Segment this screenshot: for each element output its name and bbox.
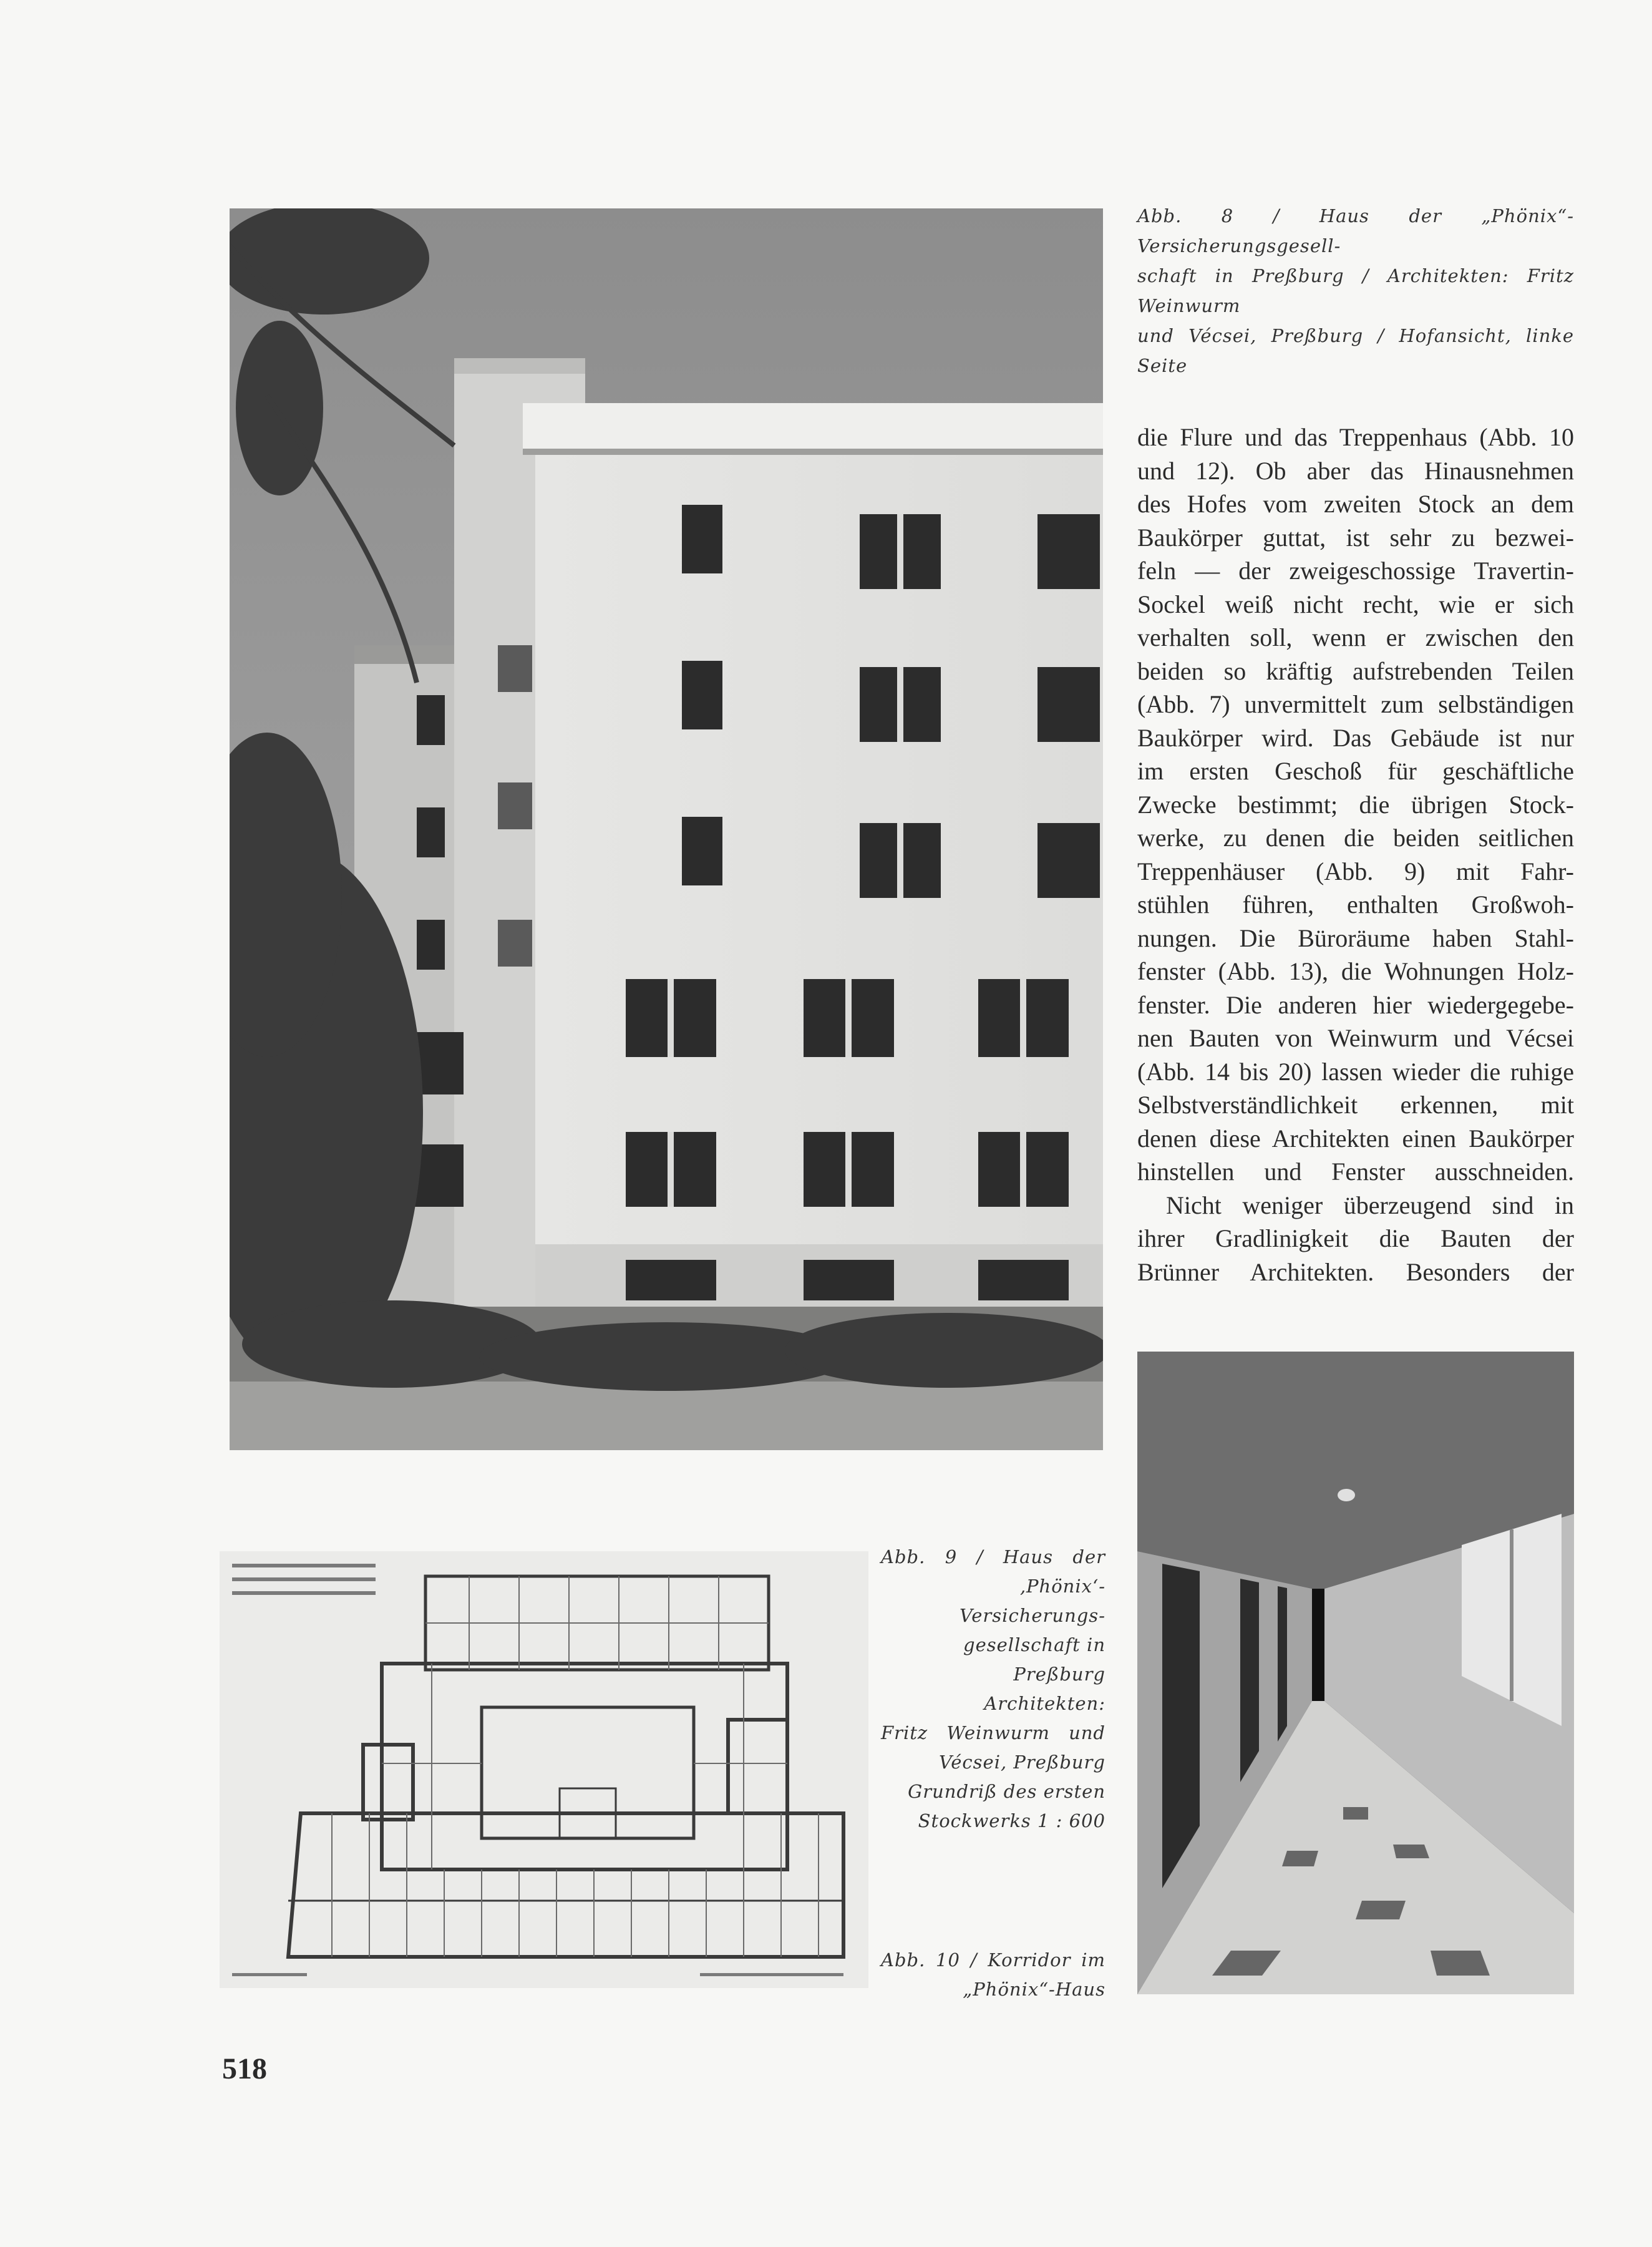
caption-line: Abb. 9 / Haus der (881, 1546, 1105, 1567)
caption-line: ‚Phönix‘-Versicherungs- (959, 1576, 1105, 1626)
photo-corridor (1137, 1352, 1574, 1994)
text-line: feln — der zweigeschossige Travertin- (1137, 557, 1574, 585)
caption-line: Vécsei, Preßburg (938, 1752, 1105, 1773)
text-line: des Hofes vom zweiten Stock an dem (1137, 490, 1574, 518)
caption-line: Architekten: (984, 1693, 1105, 1714)
caption-abb-8 (1137, 201, 1574, 381)
caption-abb-10 (881, 1946, 1105, 2004)
floor-plan-drawing (220, 1551, 868, 1988)
text-line: Baukörper guttat, ist sehr zu bezwei- (1137, 523, 1574, 552)
text-line: die Flure und das Treppenhaus (Abb. 10 (1137, 423, 1574, 451)
floor-plan-illustration (220, 1551, 868, 1988)
text-line: fenster. Die anderen hier wiedergegebe- (1137, 990, 1574, 1019)
text-line: stühlen führen, enthalten Großwoh- (1137, 890, 1574, 919)
caption-line: Stockwerks 1 : 600 (918, 1810, 1105, 1831)
text-line: im ersten Geschoß für geschäftliche (1137, 757, 1574, 785)
photo-building-facade (230, 208, 1103, 1450)
text-line: Sockel weiß nicht recht, wie er sich (1137, 590, 1574, 618)
caption-line: Fritz Weinwurm und (881, 1722, 1105, 1743)
text-line: Baukörper wird. Das Gebäude ist nur (1137, 723, 1574, 752)
text-line: denen diese Architekten einen Baukörper (1137, 1124, 1574, 1153)
text-line: hinstellen und Fenster ausschneiden. (1137, 1158, 1574, 1186)
text-line: werke, zu denen die beiden seitlichen (1137, 824, 1574, 852)
caption-line: und Vécsei, Preßburg / Hofansicht, linke Seite (1137, 325, 1574, 376)
text-line: (Abb. 7) unvermittelt zum selbständigen (1137, 690, 1574, 718)
caption-line: schaft in Preßburg / Architekten: Fritz Weinwurm (1137, 265, 1574, 316)
text-line: ihrer Gradlinigkeit die Bauten der (1137, 1224, 1574, 1252)
text-line: verhalten soll, wenn er zwischen den (1137, 623, 1574, 651)
text-line: Brünner Architekten. Besonders der (1137, 1257, 1574, 1286)
body-text (1137, 421, 1574, 1289)
text-line: Treppenhäuser (Abb. 9) mit Fahr- (1137, 857, 1574, 885)
text-line: Zwecke bestimmt; die übrigen Stock- (1137, 790, 1574, 819)
caption-line: Abb. 10 / Korridor im (881, 1949, 1105, 1971)
text-line: Nicht weniger überzeugend sind in (1166, 1191, 1574, 1219)
caption-line: gesellschaft in Preßburg (963, 1634, 1105, 1685)
caption-line: „Phönix“-Haus (963, 1979, 1105, 2000)
text-line: beiden so kräftig aufstrebenden Teilen (1137, 656, 1574, 685)
text-line: nungen. Die Büroräume haben Stahl- (1137, 924, 1574, 952)
caption-line: Abb. 8 / Haus der „Phönix“-Versicherungsgesell- (1137, 205, 1574, 256)
text-line: nen Bauten von Weinwurm und Vécsei (1137, 1024, 1574, 1052)
text-line: Selbstverständlichkeit erkennen, mit (1137, 1091, 1574, 1119)
caption-abb-9 (881, 1543, 1105, 1836)
caption-line: Grundriß des ersten (908, 1781, 1105, 1802)
text-line: (Abb. 14 bis 20) lassen wieder die ruhige (1137, 1057, 1574, 1086)
text-line: und 12). Ob aber das Hinausnehmen (1137, 456, 1574, 485)
corridor-illustration (1137, 1352, 1574, 1994)
text-line: fenster (Abb. 13), die Wohnungen Holz- (1137, 957, 1574, 985)
page-number: 518 (222, 2052, 267, 2085)
building-facade-illustration (230, 208, 1103, 1450)
